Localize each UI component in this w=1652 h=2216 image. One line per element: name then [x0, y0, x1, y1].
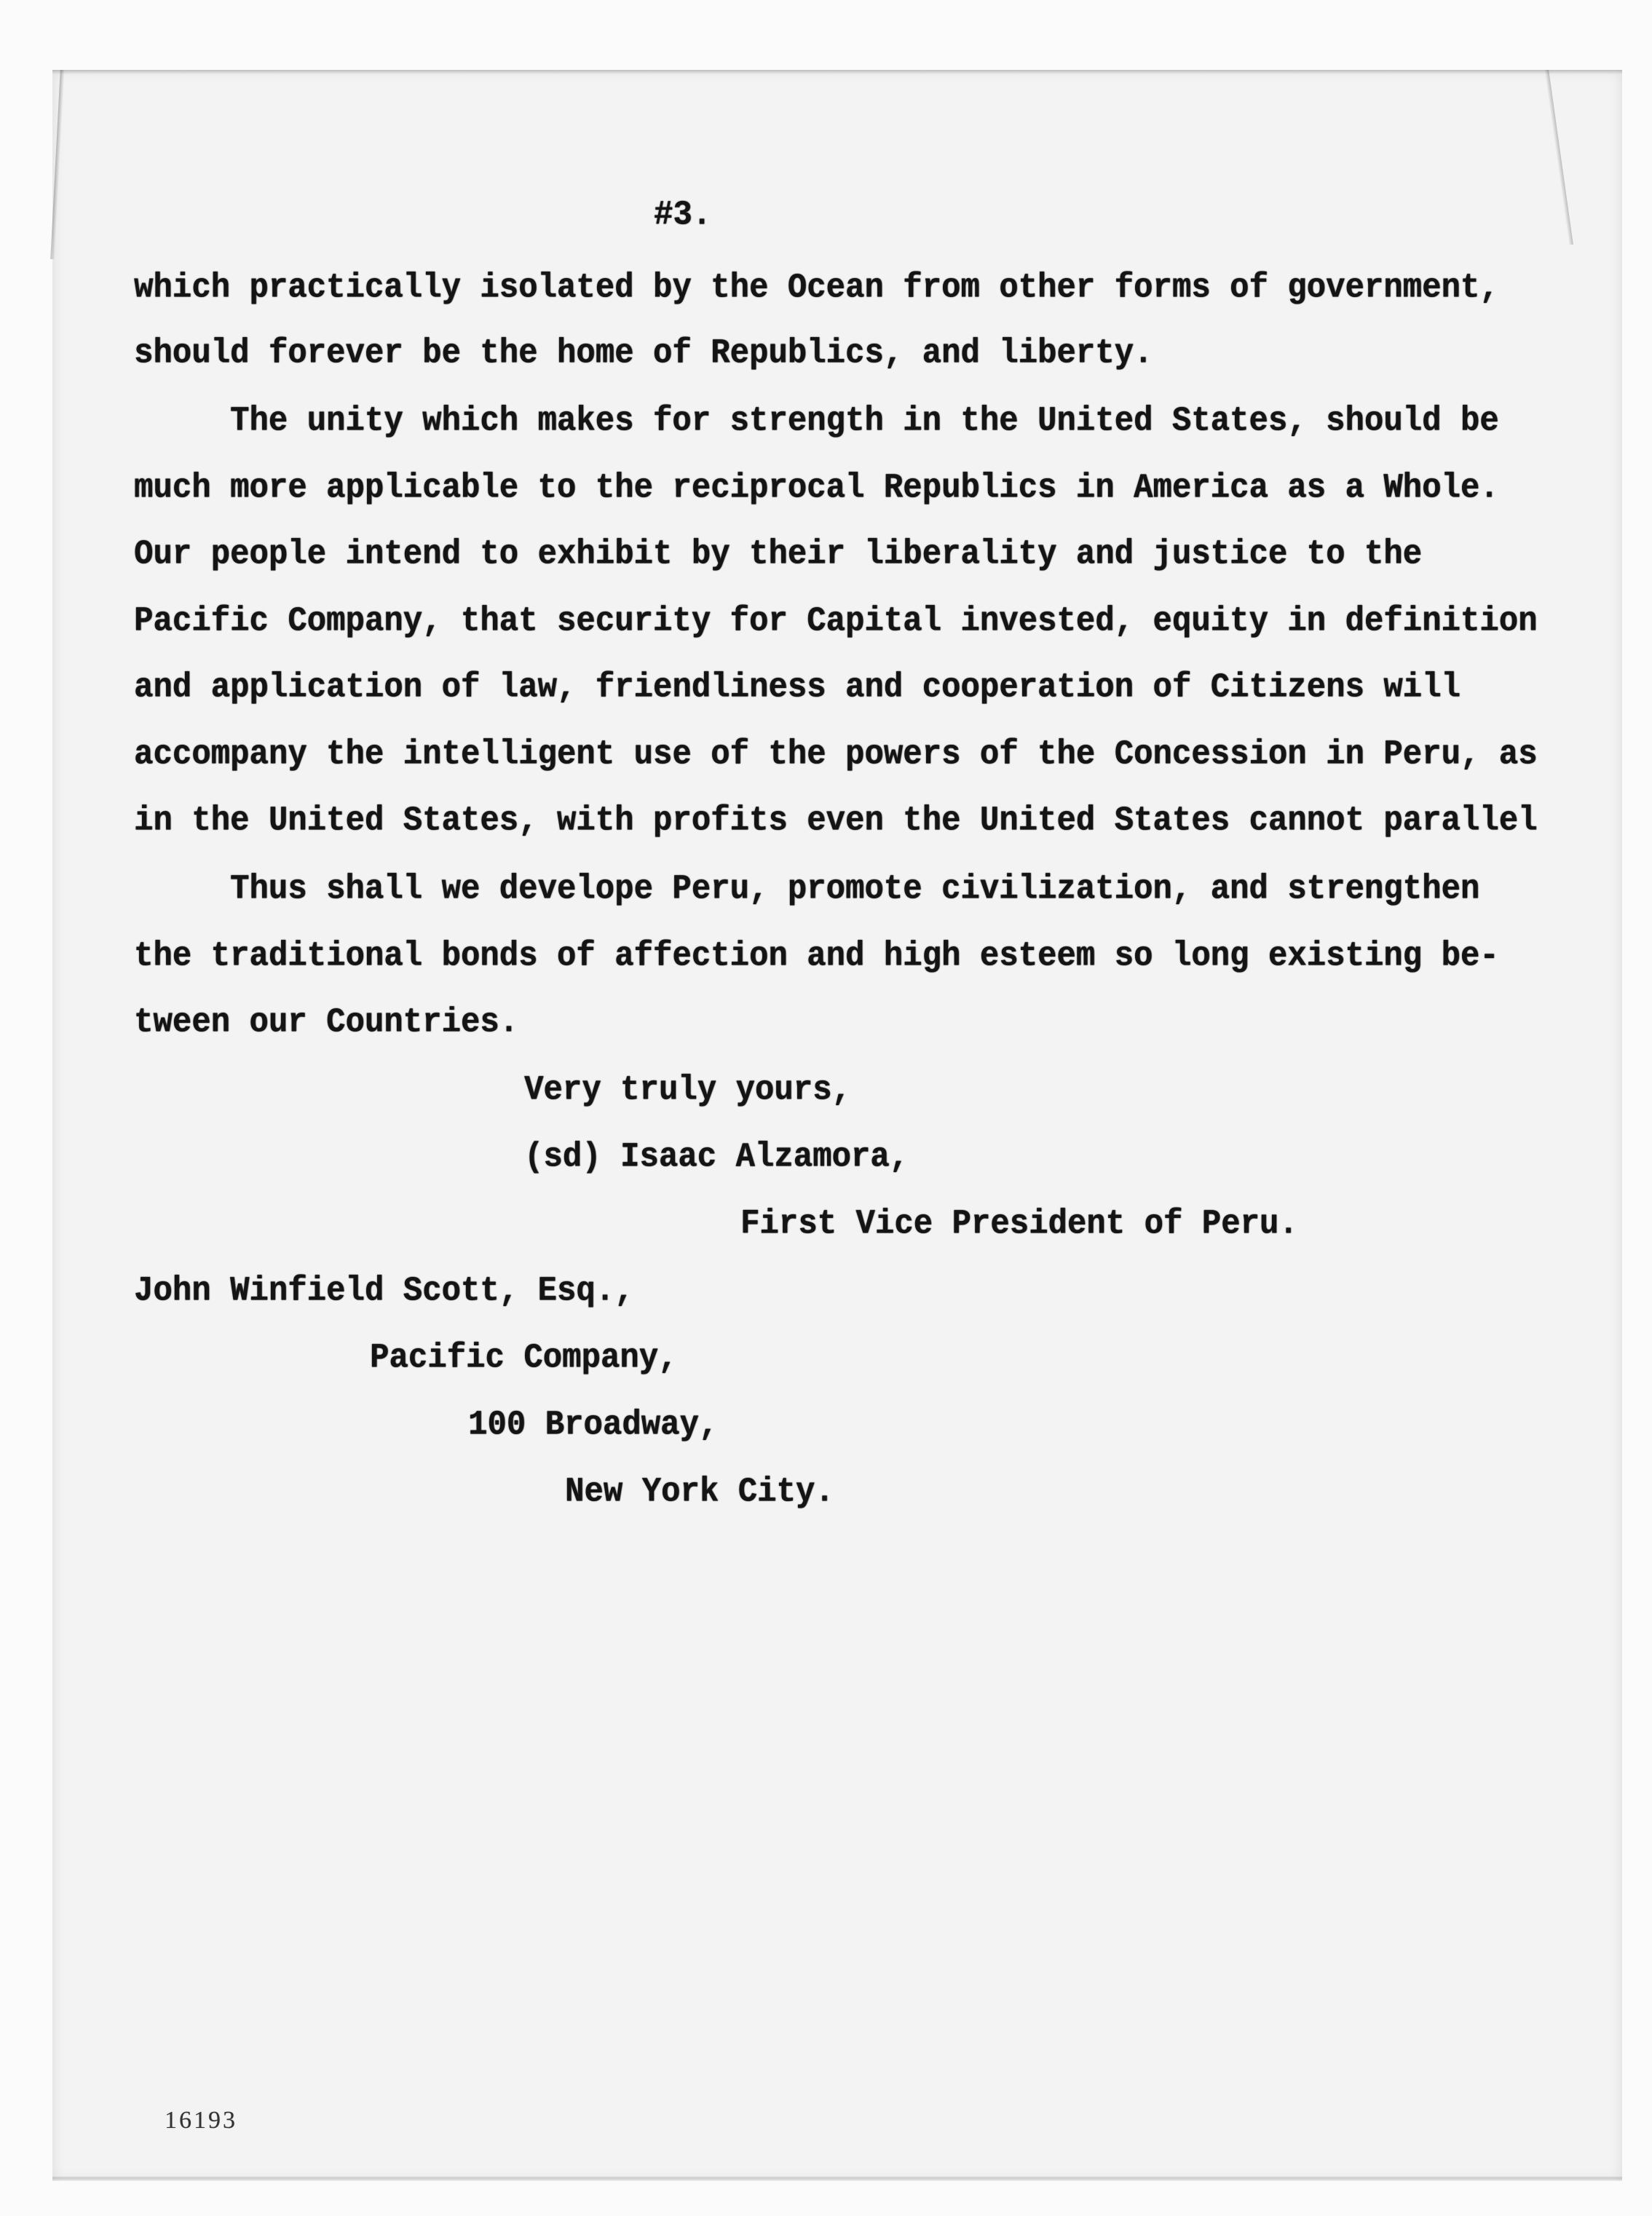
recipient-street: 100 Broadway, [468, 1405, 719, 1445]
page-edge-bottom [52, 2177, 1622, 2180]
body-line-12: tween our Countries. [134, 1002, 519, 1042]
closing-salutation: Very truly yours, [524, 1070, 851, 1110]
signatory-title: First Vice President of Peru. [740, 1204, 1298, 1244]
body-line-3: The unity which makes for strength in the United States, should be [230, 401, 1499, 441]
recipient-name: John Winfield Scott, Esq., [134, 1271, 634, 1311]
body-line-1: which practically isolated by the Ocean from other forms of government, [134, 268, 1499, 308]
body-line-7: and application of law, friendliness and cooperation of Citizens will [134, 668, 1461, 708]
body-line-9: in the United States, with profits even the United States cannot parallel [134, 801, 1538, 841]
signature-name: (sd) Isaac Alzamora, [524, 1137, 909, 1177]
body-line-10: Thus shall we develope Peru, promote civilization, and strengthen [230, 869, 1480, 909]
body-line-6: Pacific Company, that security for Capital invested, equity in definition [134, 601, 1538, 641]
body-line-5: Our people intend to exhibit by their liberality and justice to the [134, 534, 1423, 574]
body-line-2: should forever be the home of Republics, and liberty. [134, 333, 1153, 373]
recipient-company: Pacific Company, [370, 1338, 678, 1378]
page-edge-top [52, 70, 1622, 74]
page-number: #3. [654, 195, 712, 235]
body-line-11: the traditional bonds of affection and high esteem so long existing be- [134, 936, 1499, 976]
body-line-8: accompany the intelligent use of the powers of the Concession in Peru, as [134, 735, 1538, 775]
document-page [52, 70, 1622, 2181]
body-line-4: much more applicable to the reciprocal Republics in America as a Whole. [134, 468, 1499, 508]
archive-number: 16193 [165, 2107, 237, 2134]
recipient-city: New York City. [565, 1472, 834, 1512]
